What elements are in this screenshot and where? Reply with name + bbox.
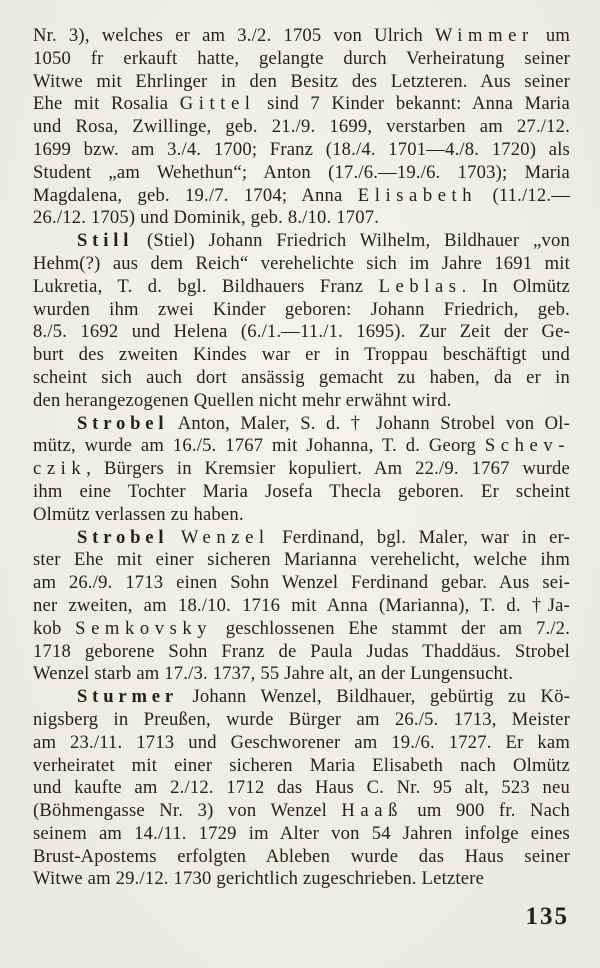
text-line [33,139,570,162]
text-line [33,732,570,755]
text-run: den herangezogenen Quellen nicht mehr erwähnt wird. [33,389,452,411]
text-run: (Böhmengasse Nr. 3) von Wenzel [33,800,342,822]
text-run: 26./12. 1705) und Dominik, geb. 8./10. 1707. [33,207,380,229]
text-line [33,344,570,367]
text-run: seinem am 14./11. 1729 im Alter von 54 Jahren infolge eines [33,822,570,844]
text-run: kob [33,617,76,639]
text-line [33,367,570,390]
text-run: mütz, wurde am 16./5. 1767 mit Johanna, T. d. Georg [33,435,485,457]
text-run: Lukretia, T. d. bgl. Bildhauers Franz [33,275,379,297]
text-line [33,709,570,732]
letterspaced-name: Leblas [378,275,462,297]
text-run: (11./12.— [477,184,570,206]
text-line [33,185,570,208]
entry-headword: Strobel [77,526,169,548]
paragraph [33,527,570,687]
text-line [33,663,570,686]
text-run: nigsberg in Preußen, wurde Bürger am 26./5. 1713, Meister [33,708,570,730]
letterspaced-name: Haaß [341,800,403,822]
text-run: 1699 bzw. am 3./4. 1700; Franz (18./4. 1701—4./8. 1720) als [33,138,570,160]
text-line [33,868,570,891]
letterspaced-name: Wenzel [180,526,270,548]
text-run: , Bürgers in Kremsier kopuliert. Am 22./9. 1767 wurde [86,458,570,480]
text-run: Witwe mit Ehrlinger in den Besitz des Letzteren. Aus seiner [33,70,570,92]
text-line [33,116,570,139]
text-line [33,641,570,664]
entry-headword: Strobel [77,412,169,434]
text-run: verheiratet mit einer sicheren Maria Elisabeth nach Olmütz [33,754,570,776]
text-run: burt des zweiten Kindes war er in Troppau beschäftigt und [33,344,570,366]
letterspaced-name: czik [33,458,87,480]
text-run [168,527,181,548]
text-line [33,25,570,48]
text-run: Olmütz verlassen zu haben. [33,503,244,525]
text-run: scheint sich auch dort ansässig gemacht zu haben, da er in [33,366,570,388]
text-run: ihm eine Tochter Maria Josefa Thecla geboren. Er scheint [33,480,570,502]
text-line [33,686,570,709]
paragraph [33,686,570,891]
text-line [33,549,570,572]
text-run: . In Olmütz [461,275,571,297]
text-run: Student „am Wehethun“; Anton (17./6.—19./6. 1703); Maria [33,161,570,183]
page-number: 135 [525,903,569,930]
text-run: und Rosa, Zwillinge, geb. 21./9. 1699, verstarben am 27./12. [33,116,570,138]
text-run: Hehm(?) aus dem Reich“ verehelichte sich im Jahre 1691 mit [33,252,570,274]
text-run: Witwe am 29./12. 1730 gerichtlich zugeschrieben. Letztere [33,868,485,890]
letterspaced-name: Wimmer [434,25,534,46]
text-line [33,413,570,436]
entry-headword: Sturmer [77,686,178,708]
text-line [33,321,570,344]
text-run: geschlossenen Ehe stammt der am 7./2. [212,617,571,639]
text-run: um [533,25,570,46]
text-line [33,504,570,527]
text-run: 1050 fr erkauft hatte, gelangte durch Verheiratung seiner [33,47,570,69]
text-run: am 26./9. 1713 einen Sohn Wenzel Ferdinand gebar. Aus sei- [33,572,570,594]
text-line [33,162,570,185]
text-run: ner zweiten, am 18./10. 1716 mit Anna (Marianna), T. d. †Ja- [33,594,570,616]
text-line [33,572,570,595]
text-line [33,527,570,550]
text-line [33,276,570,299]
paragraph [33,230,570,412]
paragraph [33,413,570,527]
text-line [33,48,570,71]
text-run: 8./5. 1692 und Helena (6./1.—11./1. 1695). Zur Zeit der Ge- [33,321,570,343]
text-run: Johann Wenzel, Bildhauer, gebürtig zu Kö- [177,686,570,708]
entry-headword: Still [77,230,134,252]
text-run: 1718 geborene Sohn Franz de Paula Judas Thaddäus. Strobel [33,640,570,662]
text-line [33,207,570,230]
text-line [33,846,570,869]
paragraph [33,25,570,230]
text-run: Ehe mit Rosalia [33,93,180,115]
text-run: Wenzel starb am 17./3. 1737, 55 Jahre alt, an der Lungensucht. [33,663,514,685]
text-line [33,458,570,481]
text-line [33,755,570,778]
text-run: Brust-Apostems erfolgten Ableben wurde das Haus seiner [33,845,570,867]
letterspaced-name: Elisabeth [357,184,478,206]
text-run: um 900 fr. Nach [402,800,571,822]
text-line [33,800,570,823]
text-line [33,618,570,641]
text-line [33,253,570,276]
text-run: ster Ehe mit einer sicheren Marianna verehelicht, welche ihm [33,549,570,571]
text-line [33,299,570,322]
text-line [33,823,570,846]
text-line [33,71,570,94]
text-line [33,435,570,458]
letterspaced-name: Schev- [484,435,570,457]
text-line [33,777,570,800]
text-line [33,595,570,618]
text-run: Nr. 3), welches er am 3./2. 1705 von Ulrich [33,25,435,46]
text-run: (Stiel) Johann Friedrich Wilhelm, Bildhauer „von [133,230,570,252]
text-run: und kaufte am 2./12. 1712 das Haus C. Nr. 95 alt, 523 neu [33,777,570,799]
text-line [33,390,570,413]
text-line [33,93,570,116]
text-run: Ferdinand, bgl. Maler, war in er- [269,526,570,548]
text-run: am 23./11. 1713 und Geschworener am 19./6. 1727. Er kam [33,731,570,753]
text-line [33,481,570,504]
text-block [33,25,570,891]
text-run: Anton, Maler, S. d. † Johann Strobel von Ol- [168,412,570,434]
text-run: wurden ihm zwei Kinder geboren: Johann Friedrich, geb. [33,298,570,320]
letterspaced-name: Gittel [179,93,256,115]
text-run: Magdalena, geb. 19./7. 1704; Anna [33,184,358,206]
text-run: sind 7 Kinder bekannt: Anna Maria [255,93,570,115]
letterspaced-name: Semkovsky [75,617,213,639]
text-line [33,230,570,253]
